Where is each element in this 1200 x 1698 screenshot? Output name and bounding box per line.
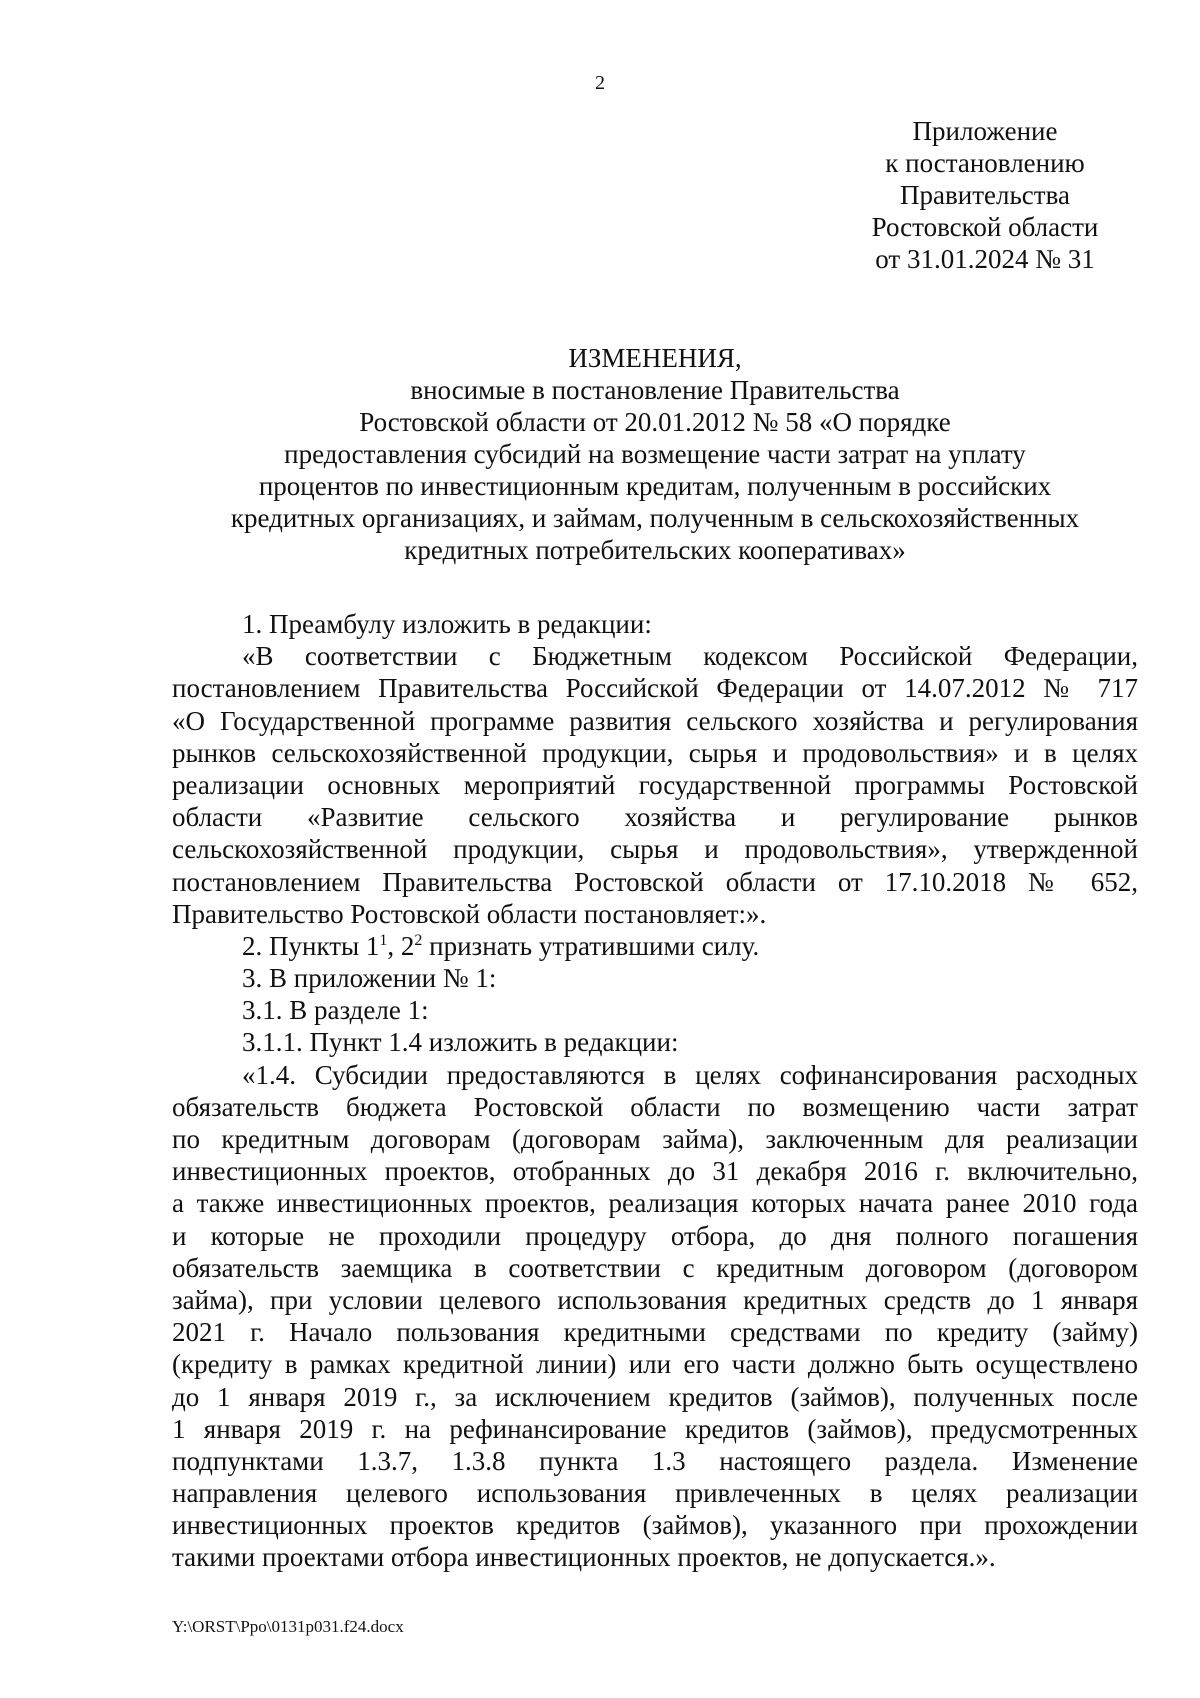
- body-line: сельскохозяйственной продукции, сырья и продовольствия», утвержденной: [172, 834, 1138, 865]
- body-line: 1 января 2019 г. на рефинансирование кредитов (займов), предусмотренных: [172, 1413, 1138, 1444]
- body-line: постановлением Правительства Российской Федерации от 14.07.2012 № 717: [172, 673, 1138, 704]
- file-path-footer: Y:\ORST\Ppo\0131p031.f24.docx: [172, 1617, 404, 1636]
- document-title-block: [170, 342, 1140, 566]
- subtitle-line: вносимые в постановление Правительства: [410, 375, 900, 405]
- body-line: реализации основных мероприятий государственной программы Ростовской: [172, 769, 1138, 800]
- body-line: подпунктами 1.3.7, 1.3.8 пункта 1.3 настоящего раздела. Изменение: [172, 1445, 1138, 1476]
- subtitle-line: кредитных организациях, и займам, полученным в сельскохозяйственных: [230, 503, 1080, 533]
- body-line: по кредитным договорам (договорам займа), заключенным для реализации: [172, 1124, 1138, 1154]
- document-title: ИЗМЕНЕНИЯ,: [568, 343, 742, 373]
- body-line: займа), при условии целевого использования кредитных средств до 1 января: [172, 1284, 1138, 1315]
- appendix-header: [840, 115, 1130, 275]
- body-line: направления целевого использования привлеченных в целях реализации: [172, 1478, 1138, 1509]
- body-line: области «Развитие сельского хозяйства и регулирование рынков: [172, 802, 1138, 833]
- body-text: , 2: [387, 930, 415, 961]
- body-line: 3.1. В разделе 1:: [242, 995, 429, 1026]
- body-line: 3. В приложении № 1:: [242, 963, 497, 994]
- body-line: такими проектами отбора инвестиционных проектов, не допускается.».: [172, 1542, 996, 1573]
- body-line: рынков сельскохозяйственной продукции, сырья и продовольствия» и в целях: [172, 737, 1138, 768]
- body-line: инвестиционных проектов кредитов (займов), указанного при прохождении: [172, 1510, 1138, 1541]
- body-line: 3.1.1. Пункт 1.4 изложить в редакции:: [242, 1027, 679, 1058]
- appendix-line: Правительства: [900, 180, 1070, 210]
- subtitle-line: предоставления субсидий на возмещение части затрат на уплату: [284, 439, 1026, 469]
- body-line: [172, 930, 1138, 962]
- body-line: 1. Преамбулу изложить в редакции:: [242, 609, 652, 639]
- subtitle-line: кредитных потребительских кооперативах»: [404, 535, 906, 565]
- body-line: до 1 января 2019 г., за исключением кредитов (займов), полученных после: [172, 1381, 1138, 1412]
- body-line: обязательств заемщика в соответствии с кредитным договором (договором: [172, 1252, 1138, 1283]
- body-line: «В соответствии с Бюджетным кодексом Российской Федерации,: [242, 641, 1138, 672]
- subtitle-line: процентов по инвестиционным кредитам, полученным в российских: [258, 471, 1052, 501]
- body-line: а также инвестиционных проектов, реализация которых начата ранее 2010 года: [172, 1188, 1138, 1219]
- body-line: Правительство Ростовской области постановляет:».: [172, 898, 767, 929]
- page-number: 2: [595, 72, 605, 94]
- body-line: «О Государственной программе развития сельского хозяйства и регулирования: [172, 705, 1138, 736]
- body-line: «1.4. Субсидии предоставляются в целях софинансирования расходных: [242, 1059, 1138, 1090]
- appendix-line: к постановлению: [885, 148, 1085, 178]
- body-line: инвестиционных проектов, отобранных до 31 декабря 2016 г. включительно,: [172, 1156, 1138, 1187]
- document-body: [172, 608, 1138, 1574]
- superscript: 2: [414, 931, 423, 949]
- appendix-line: Ростовской области: [871, 212, 1099, 242]
- body-line: 2021 г. Начало пользования кредитными средствами по кредиту (займу): [172, 1317, 1138, 1348]
- body-line: постановлением Правительства Ростовской области от 17.10.2018 № 652,: [172, 866, 1138, 897]
- body-text: 2. Пункты 1: [242, 930, 380, 961]
- body-line: (кредиту в рамках кредитной линии) или его части должно быть осуществлено: [172, 1349, 1138, 1380]
- body-line: и которые не проходили процедуру отбора, до дня полного погашения: [172, 1220, 1138, 1251]
- body-text: признать утратившими силу.: [422, 930, 760, 961]
- appendix-line: от 31.01.2024 № 31: [875, 244, 1095, 274]
- subtitle-line: Ростовской области от 20.01.2012 № 58 «О порядке: [359, 407, 951, 437]
- superscript: 1: [379, 931, 388, 949]
- appendix-line: Приложение: [912, 116, 1058, 146]
- body-line: обязательств бюджета Ростовской области по возмещению части затрат: [172, 1091, 1138, 1122]
